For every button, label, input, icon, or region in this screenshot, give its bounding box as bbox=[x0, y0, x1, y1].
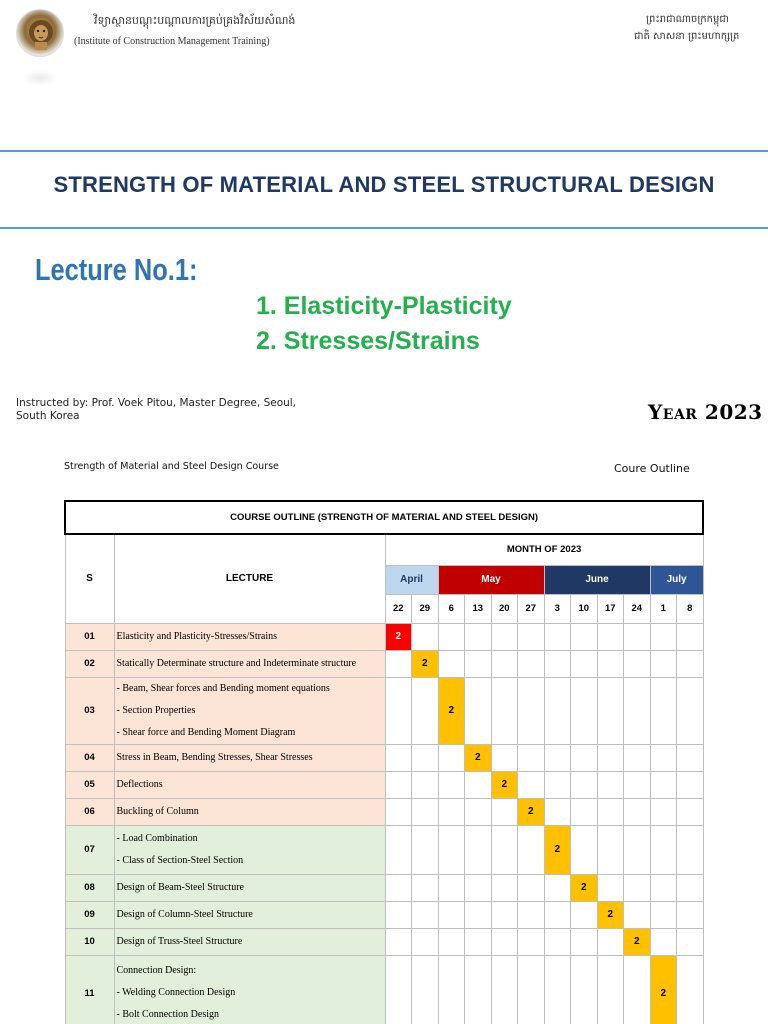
schedule-cell bbox=[677, 874, 704, 901]
schedule-cell bbox=[412, 874, 439, 901]
schedule-cell bbox=[518, 744, 545, 771]
schedule-cell bbox=[571, 955, 598, 1024]
lecture-row bbox=[65, 677, 703, 744]
schedule-cell bbox=[677, 798, 704, 825]
schedule-cell bbox=[677, 623, 704, 650]
title-rule-bottom bbox=[0, 227, 768, 229]
schedule-cell bbox=[544, 677, 571, 744]
table-title: COURSE OUTLINE (STRENGTH OF MATERIAL AND STEEL DESIGN) bbox=[65, 501, 703, 534]
lecture-row bbox=[65, 825, 703, 874]
lion-logo-icon bbox=[26, 18, 56, 50]
schedule-cell bbox=[385, 901, 412, 928]
document-subtitle: Strength of Material and Steel Design Course bbox=[64, 461, 279, 472]
week-day-header: 8 bbox=[677, 594, 704, 623]
schedule-cell bbox=[385, 955, 412, 1024]
lecture-line: Elasticity and Plasticity-Stresses/Strains bbox=[116, 630, 278, 642]
schedule-cell bbox=[465, 874, 492, 901]
week-day-header: 1 bbox=[650, 594, 677, 623]
schedule-cell bbox=[677, 650, 704, 677]
schedule-cell bbox=[624, 677, 651, 744]
schedule-cell bbox=[571, 798, 598, 825]
lecture-line: - Shear force and Bending Moment Diagram bbox=[116, 726, 296, 738]
session-mark: 2 bbox=[571, 874, 598, 901]
session-mark: 2 bbox=[465, 744, 492, 771]
lecture-number-cell: 02 bbox=[65, 650, 114, 677]
schedule-cell bbox=[650, 744, 677, 771]
schedule-cell bbox=[597, 623, 624, 650]
lecture-line: - Class of Section-Steel Section bbox=[116, 854, 244, 866]
schedule-cell bbox=[571, 928, 598, 955]
schedule-cell bbox=[438, 771, 465, 798]
lecture-title-cell bbox=[114, 650, 385, 677]
schedule-cell bbox=[518, 874, 545, 901]
schedule-cell bbox=[571, 623, 598, 650]
schedule-cell bbox=[491, 677, 518, 744]
schedule-cell bbox=[597, 955, 624, 1024]
schedule-cell bbox=[385, 771, 412, 798]
schedule-cell bbox=[385, 798, 412, 825]
lecture-number-cell: 05 bbox=[65, 771, 114, 798]
schedule-cell bbox=[624, 874, 651, 901]
lecture-number-cell: 11 bbox=[65, 955, 114, 1024]
logo-reflection bbox=[22, 70, 58, 86]
lecture-title-cell bbox=[114, 771, 385, 798]
schedule-cell bbox=[465, 677, 492, 744]
lecture-row bbox=[65, 798, 703, 825]
schedule-cell bbox=[624, 798, 651, 825]
lecture-title-cell bbox=[114, 874, 385, 901]
lecture-row bbox=[65, 874, 703, 901]
schedule-cell bbox=[597, 771, 624, 798]
month-june: June bbox=[544, 565, 650, 594]
schedule-cell bbox=[465, 650, 492, 677]
schedule-cell bbox=[650, 874, 677, 901]
lecture-line: - Load Combination bbox=[116, 832, 198, 844]
column-header-s: S bbox=[65, 534, 114, 623]
schedule-cell bbox=[412, 744, 439, 771]
week-day-header: 27 bbox=[518, 594, 545, 623]
schedule-cell bbox=[465, 771, 492, 798]
month-may: May bbox=[438, 565, 544, 594]
lecture-title-cell bbox=[114, 901, 385, 928]
lecture-row bbox=[65, 744, 703, 771]
schedule-cell bbox=[677, 928, 704, 955]
schedule-cell bbox=[677, 744, 704, 771]
schedule-cell bbox=[491, 744, 518, 771]
schedule-cell bbox=[491, 650, 518, 677]
schedule-cell bbox=[518, 650, 545, 677]
lecture-title-cell bbox=[114, 744, 385, 771]
lecture-line: Connection Design: bbox=[116, 965, 197, 976]
nation-motto-line2: ជាតិ សាសនា ព្រះមហាក្សត្រ bbox=[634, 31, 740, 42]
schedule-cell bbox=[650, 623, 677, 650]
schedule-cell bbox=[465, 798, 492, 825]
institute-logo bbox=[16, 9, 64, 57]
lecture-line: - Beam, Shear forces and Bending moment equations bbox=[116, 682, 330, 694]
session-mark: 2 bbox=[412, 650, 439, 677]
schedule-cell bbox=[385, 928, 412, 955]
schedule-cell bbox=[385, 874, 412, 901]
lecture-title-cell bbox=[114, 798, 385, 825]
schedule-cell bbox=[518, 771, 545, 798]
lecture-title-cell bbox=[114, 825, 385, 874]
lecture-line: - Welding Connection Design bbox=[116, 987, 236, 998]
schedule-cell bbox=[465, 901, 492, 928]
schedule-cell bbox=[544, 901, 571, 928]
lecture-line: Buckling of Column bbox=[116, 805, 199, 817]
schedule-cell bbox=[597, 677, 624, 744]
schedule-cell bbox=[571, 677, 598, 744]
schedule-cell bbox=[385, 744, 412, 771]
week-day-header: 24 bbox=[624, 594, 651, 623]
schedule-cell bbox=[650, 901, 677, 928]
schedule-cell bbox=[624, 825, 651, 874]
schedule-cell bbox=[650, 825, 677, 874]
session-mark: 2 bbox=[650, 955, 677, 1024]
schedule-cell bbox=[412, 955, 439, 1024]
week-day-header: 22 bbox=[385, 594, 412, 623]
schedule-cell bbox=[465, 928, 492, 955]
schedule-cell bbox=[412, 798, 439, 825]
schedule-cell bbox=[624, 650, 651, 677]
schedule-cell bbox=[465, 623, 492, 650]
lecture-number: Lecture No.1: bbox=[35, 252, 198, 287]
schedule-cell bbox=[491, 901, 518, 928]
schedule-cell bbox=[491, 825, 518, 874]
session-mark: 2 bbox=[491, 771, 518, 798]
lecture-line: - Section Properties bbox=[116, 704, 196, 716]
week-day-header: 6 bbox=[438, 594, 465, 623]
lecture-line: Design of Truss-Steel Structure bbox=[116, 935, 243, 947]
month-july: July bbox=[650, 565, 703, 594]
lecture-number-cell: 06 bbox=[65, 798, 114, 825]
schedule-cell bbox=[650, 928, 677, 955]
institute-name-khmer: វិទ្យាស្ថានបណ្តុះបណ្តាលការគ្រប់គ្រងវិស័យសំណង់ bbox=[94, 14, 296, 27]
schedule-cell bbox=[624, 901, 651, 928]
schedule-cell bbox=[412, 677, 439, 744]
lecture-title-cell bbox=[114, 677, 385, 744]
lecture-line: Design of Beam-Steel Structure bbox=[116, 881, 244, 893]
lecture-number-cell: 08 bbox=[65, 874, 114, 901]
schedule-cell bbox=[597, 798, 624, 825]
schedule-cell bbox=[518, 928, 545, 955]
schedule-cell bbox=[438, 874, 465, 901]
schedule-cell bbox=[677, 771, 704, 798]
schedule-cell bbox=[491, 928, 518, 955]
schedule-cell bbox=[438, 798, 465, 825]
lecture-number-cell: 04 bbox=[65, 744, 114, 771]
schedule-cell bbox=[491, 955, 518, 1024]
week-day-header: 29 bbox=[412, 594, 439, 623]
schedule-cell bbox=[624, 623, 651, 650]
course-title: STRENGTH OF MATERIAL AND STEEL STRUCTURAL DESIGN bbox=[53, 172, 715, 197]
schedule-cell bbox=[544, 623, 571, 650]
schedule-cell bbox=[438, 623, 465, 650]
lecture-line: Stress in Beam, Bending Stresses, Shear Stresses bbox=[116, 751, 313, 763]
institute-name-english: (Institute of Construction Management Training) bbox=[74, 36, 270, 47]
schedule-cell bbox=[412, 771, 439, 798]
schedule-cell bbox=[677, 677, 704, 744]
schedule-cell bbox=[650, 650, 677, 677]
schedule-cell bbox=[571, 825, 598, 874]
week-day-header: 13 bbox=[465, 594, 492, 623]
lecture-title-cell bbox=[114, 928, 385, 955]
schedule-cell bbox=[571, 744, 598, 771]
lecture-line: - Bolt Connection Design bbox=[116, 1009, 219, 1020]
schedule-cell bbox=[544, 874, 571, 901]
schedule-cell bbox=[650, 677, 677, 744]
session-mark: 2 bbox=[438, 677, 465, 744]
schedule-cell bbox=[544, 650, 571, 677]
week-day-header: 3 bbox=[544, 594, 571, 623]
schedule-cell bbox=[518, 955, 545, 1024]
schedule-cell bbox=[438, 928, 465, 955]
schedule-cell bbox=[438, 901, 465, 928]
schedule-cell bbox=[385, 825, 412, 874]
lecture-line: Deflections bbox=[116, 778, 163, 790]
schedule-cell bbox=[385, 650, 412, 677]
year-label: Year 2023 bbox=[648, 400, 763, 424]
schedule-cell bbox=[544, 955, 571, 1024]
schedule-cell bbox=[571, 771, 598, 798]
schedule-cell bbox=[465, 955, 492, 1024]
schedule-cell bbox=[677, 901, 704, 928]
schedule-cell bbox=[412, 623, 439, 650]
lecture-number-cell: 09 bbox=[65, 901, 114, 928]
session-mark: 2 bbox=[385, 623, 412, 650]
lecture-row bbox=[65, 955, 703, 1024]
schedule-cell bbox=[597, 744, 624, 771]
lecture-number-cell: 07 bbox=[65, 825, 114, 874]
schedule-cell bbox=[385, 677, 412, 744]
schedule-cell bbox=[438, 650, 465, 677]
column-header-lecture: LECTURE bbox=[114, 534, 385, 623]
schedule-cell bbox=[624, 771, 651, 798]
schedule-cell bbox=[624, 744, 651, 771]
lecture-topic-1: 1. Elasticity-Plasticity bbox=[256, 292, 512, 320]
schedule-cell bbox=[544, 771, 571, 798]
schedule-cell bbox=[412, 901, 439, 928]
document-outline-label: Coure Outline bbox=[614, 462, 690, 475]
lecture-line: Design of Column-Steel Structure bbox=[116, 908, 253, 920]
nation-motto-line1: ព្រះរាជាណាចក្រកម្ពុជា bbox=[646, 14, 729, 25]
schedule-cell bbox=[597, 825, 624, 874]
session-mark: 2 bbox=[544, 825, 571, 874]
lecture-row bbox=[65, 771, 703, 798]
schedule-cell bbox=[491, 874, 518, 901]
schedule-cell bbox=[438, 955, 465, 1024]
schedule-cell bbox=[677, 955, 704, 1024]
week-day-header: 20 bbox=[491, 594, 518, 623]
week-day-header: 17 bbox=[597, 594, 624, 623]
schedule-cell bbox=[597, 650, 624, 677]
schedule-cell bbox=[518, 677, 545, 744]
schedule-cell bbox=[491, 798, 518, 825]
schedule-cell bbox=[438, 825, 465, 874]
schedule-cell bbox=[518, 825, 545, 874]
schedule-cell bbox=[544, 928, 571, 955]
schedule-cell bbox=[438, 744, 465, 771]
schedule-cell bbox=[650, 798, 677, 825]
title-rule-top bbox=[0, 150, 768, 152]
lecture-row bbox=[65, 623, 703, 650]
schedule-cell bbox=[597, 928, 624, 955]
schedule-cell bbox=[491, 623, 518, 650]
schedule-cell bbox=[677, 825, 704, 874]
schedule-cell bbox=[544, 744, 571, 771]
session-mark: 2 bbox=[518, 798, 545, 825]
lecture-topic-2: 2. Stresses/Strains bbox=[256, 327, 480, 355]
schedule-cell bbox=[571, 901, 598, 928]
schedule-cell bbox=[571, 650, 598, 677]
column-header-month: MONTH OF 2023 bbox=[385, 534, 703, 565]
schedule-cell bbox=[624, 955, 651, 1024]
lecture-line: Statically Determinate structure and Indeterminate structure bbox=[116, 657, 357, 669]
lecture-title-cell bbox=[114, 623, 385, 650]
schedule-cell bbox=[544, 798, 571, 825]
lecture-number-cell: 01 bbox=[65, 623, 114, 650]
schedule-cell bbox=[597, 874, 624, 901]
course-outline-table bbox=[64, 500, 704, 1024]
schedule-cell bbox=[412, 825, 439, 874]
schedule-cell bbox=[412, 928, 439, 955]
lecture-row bbox=[65, 650, 703, 677]
schedule-cell bbox=[518, 623, 545, 650]
instructor-credit: Instructed by: Prof. Voek Pitou, Master Degree, Seoul, South Korea bbox=[16, 397, 297, 422]
schedule-cell bbox=[650, 771, 677, 798]
month-april: April bbox=[385, 565, 438, 594]
lecture-row bbox=[65, 928, 703, 955]
session-mark: 2 bbox=[624, 928, 651, 955]
lecture-number-cell: 10 bbox=[65, 928, 114, 955]
week-day-header: 10 bbox=[571, 594, 598, 623]
lecture-row bbox=[65, 901, 703, 928]
lecture-number-cell: 03 bbox=[65, 677, 114, 744]
lecture-title-cell bbox=[114, 955, 385, 1024]
session-mark: 2 bbox=[597, 901, 624, 928]
schedule-cell bbox=[518, 901, 545, 928]
schedule-cell bbox=[465, 825, 492, 874]
